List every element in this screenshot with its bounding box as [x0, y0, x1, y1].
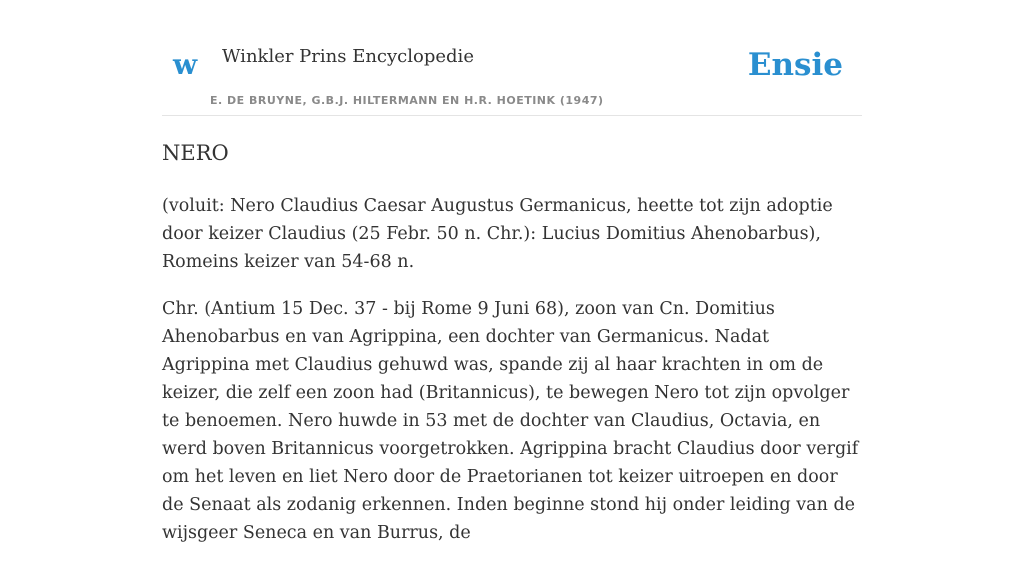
source-header — [162, 0, 862, 116]
source-work-authors: E. DE BRUYNE, G.B.J. HILTERMANN EN H.R. HOETINK (1947) — [210, 94, 604, 107]
article-body — [162, 192, 862, 566]
ensie-logo[interactable]: Ensie — [747, 47, 843, 83]
article-paragraph: (voluit: Nero Claudius Caesar Augustus Germanicus, heette tot zijn adoptie door keizer Claudius (25 Febr. 50 n. Chr.): Lucius Domitius Ahenobarbus), Romeins keizer van 54-68 n. — [162, 196, 833, 272]
article-paragraph: Chr. (Antium 15 Dec. 37 - bij Rome 9 Juni 68), zoon van Cn. Domitius Ahenobarbus en van Agrippina, een dochter van Germanicus. Nadat Agrippina met Claudius gehuwd was, spande zij al haar krachten in om de keizer, die zelf een zoon had (Britannicus), te bewegen Nero tot zijn opvolger te benoemen. Nero huwde in 53 met de dochter van Claudius, Octavia, en werd boven Britannicus voorgetrokken. Agrippina bracht Claudius door vergif om het leven en liet Nero door de Praetorianen tot keizer uitroepen en door de Senaat als zodanig erkennen. Inden beginne stond hij onder leiding van de wijsgeer Seneca en van Burrus, de — [162, 299, 859, 543]
article-title: NERO — [162, 141, 229, 165]
source-work-title[interactable]: Winkler Prins Encyclopedie — [222, 46, 474, 67]
source-logo-icon[interactable]: w — [173, 48, 198, 81]
